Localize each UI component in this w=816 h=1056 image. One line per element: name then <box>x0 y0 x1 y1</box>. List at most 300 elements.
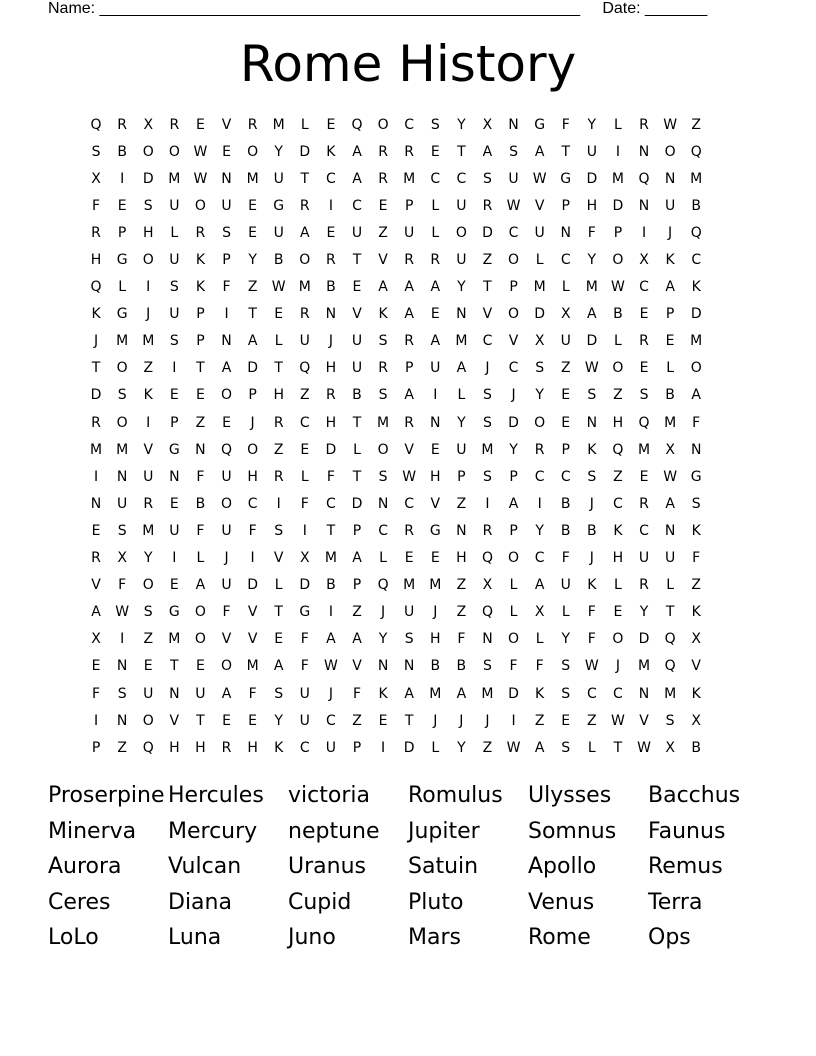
grid-row <box>83 626 709 653</box>
grid-letter: D <box>142 170 154 187</box>
grid-letter: U <box>351 360 363 377</box>
word-list-item: Terra <box>648 889 703 915</box>
grid-letter: U <box>299 333 310 350</box>
grid-letter: H <box>90 252 102 269</box>
grid-letter: N <box>325 306 337 323</box>
grid-letter: A <box>273 658 284 675</box>
grid-letter: Q <box>690 143 702 160</box>
grid-letter: O <box>142 143 154 160</box>
grid-letter: M <box>142 333 155 350</box>
grid-letter: T <box>248 306 257 323</box>
grid-letter: F <box>248 685 257 702</box>
grid-letter: P <box>196 306 205 323</box>
grid-letter: U <box>117 495 128 512</box>
grid-row <box>83 463 709 490</box>
grid-letter: C <box>586 685 597 702</box>
grid-letter: Y <box>639 604 649 621</box>
grid-letter: Z <box>456 604 467 621</box>
grid-letter: I <box>172 360 177 377</box>
grid-letter: V <box>91 577 101 594</box>
grid-letter: A <box>247 333 258 350</box>
grid-letter: A <box>352 170 362 187</box>
grid-letter: O <box>508 631 520 648</box>
grid-letter: A <box>534 577 545 594</box>
grid-letter: O <box>612 252 624 269</box>
grid-letter: S <box>117 685 127 702</box>
grid-letter: Y <box>457 116 466 133</box>
grid-letter: M <box>377 414 390 431</box>
grid-letter: Z <box>587 712 597 729</box>
grid-letter: U <box>273 170 284 187</box>
grid-letter: V <box>352 306 362 323</box>
grid-letter: R <box>639 495 649 512</box>
grid-letter: E <box>274 306 284 323</box>
grid-letter: H <box>273 387 284 404</box>
grid-letter: F <box>222 279 231 296</box>
grid-row <box>83 111 709 138</box>
grid-letter: D <box>586 333 598 350</box>
grid-letter: Y <box>587 252 597 269</box>
grid-letter: W <box>532 170 547 187</box>
grid-letter: K <box>378 306 388 323</box>
grid-letter: Q <box>690 224 702 241</box>
grid-letter: V <box>404 441 414 458</box>
grid-letter: H <box>247 468 258 485</box>
grid-letter: F <box>509 658 518 675</box>
grid-letter: F <box>300 658 309 675</box>
grid-letter: K <box>691 522 701 539</box>
grid-letter: I <box>120 170 125 187</box>
grid-letter: S <box>274 685 284 702</box>
grid-letter: Y <box>457 739 466 756</box>
grid-letter: G <box>429 522 441 539</box>
grid-letter: N <box>456 306 467 323</box>
grid-letter: O <box>612 360 624 377</box>
grid-letter: H <box>456 550 467 567</box>
grid-letter: R <box>534 441 545 458</box>
grid-letter: J <box>433 712 438 729</box>
grid-letter: Q <box>299 360 311 377</box>
grid-letter: O <box>221 387 233 404</box>
grid-letter: L <box>300 116 309 133</box>
grid-letter: X <box>482 577 493 594</box>
grid-row <box>83 572 709 599</box>
grid-letter: R <box>482 197 493 214</box>
grid-row <box>83 355 709 382</box>
grid-letter: R <box>639 333 649 350</box>
grid-letter: Z <box>456 495 467 512</box>
grid-letter: W <box>611 279 625 296</box>
grid-letter: M <box>324 550 337 567</box>
grid-letter: A <box>482 143 493 160</box>
grid-letter: C <box>560 252 571 269</box>
grid-letter: Q <box>638 170 650 187</box>
word-list-item: LoLo <box>48 925 99 950</box>
grid-letter: G <box>116 306 128 323</box>
grid-letter: U <box>299 712 310 729</box>
grid-letter: V <box>143 441 154 458</box>
grid-letter: A <box>326 631 336 648</box>
grid-letter: K <box>691 604 701 621</box>
grid-letter: V <box>247 631 258 648</box>
grid-letter: W <box>506 197 521 214</box>
grid-letter: B <box>352 387 362 404</box>
grid-letter: S <box>509 143 518 160</box>
grid-letter: T <box>352 468 362 485</box>
grid-letter: H <box>325 414 337 431</box>
grid-letter: V <box>534 197 545 214</box>
grid-letter: P <box>352 739 362 756</box>
word-list-item: Bacchus <box>648 783 741 808</box>
grid-letter: X <box>639 252 649 269</box>
grid-letter: T <box>352 252 362 269</box>
grid-letter: G <box>534 116 546 133</box>
word-list-item: Venus <box>528 889 595 915</box>
grid-row <box>83 301 709 328</box>
grid-letter: P <box>117 224 127 241</box>
grid-letter: T <box>91 360 101 377</box>
grid-letter: Z <box>482 739 493 756</box>
grid-letter: A <box>430 333 441 350</box>
grid-letter: E <box>639 360 649 377</box>
grid-letter: T <box>561 143 571 160</box>
grid-letter: F <box>587 604 596 621</box>
grid-letter: K <box>326 143 336 160</box>
grid-letter: Y <box>535 522 544 539</box>
grid-letter: M <box>429 577 442 594</box>
grid-letter: F <box>92 685 101 702</box>
grid-row <box>83 707 709 734</box>
grid-letter: P <box>404 360 414 377</box>
word-list-item: Ulysses <box>528 783 612 808</box>
grid-letter: O <box>664 143 676 160</box>
grid-letter: A <box>300 224 310 241</box>
grid-row <box>83 409 709 436</box>
word-list-item: Mercury <box>168 818 258 844</box>
grid-letter: N <box>508 116 519 133</box>
grid-letter: U <box>169 522 180 539</box>
grid-letter: M <box>585 279 598 296</box>
grid-letter: Z <box>482 252 493 269</box>
grid-letter: O <box>142 252 154 269</box>
grid-letter: I <box>615 143 620 160</box>
grid-letter: U <box>143 685 154 702</box>
grid-letter: W <box>115 604 130 621</box>
word-list-item: Ops <box>648 925 691 950</box>
grid-letter: Q <box>638 414 650 431</box>
grid-letter: S <box>483 468 492 485</box>
grid-letter: X <box>665 739 675 756</box>
grid-row <box>83 653 709 680</box>
grid-letter: A <box>534 739 545 756</box>
name-date-line: Name: ______________________________________________________ Date: _______ <box>48 0 708 17</box>
grid-letter: U <box>430 360 441 377</box>
grid-letter: N <box>195 441 206 458</box>
grid-letter: R <box>91 414 101 431</box>
grid-letter: Y <box>274 712 283 729</box>
grid-letter: H <box>612 414 624 431</box>
grid-letter: O <box>221 658 233 675</box>
grid-letter: E <box>639 468 649 485</box>
grid-letter: O <box>194 631 206 648</box>
grid-letter: S <box>143 604 153 621</box>
grid-letter: T <box>274 360 283 377</box>
grid-letter: S <box>587 468 597 485</box>
grid-letter: W <box>506 739 521 756</box>
word-list-item: Proserpine <box>48 783 165 808</box>
grid-letter: R <box>91 224 101 241</box>
word-list-item: Mars <box>408 925 461 950</box>
grid-letter: C <box>534 468 545 485</box>
grid-letter: U <box>560 577 571 594</box>
grid-letter: Z <box>691 116 701 133</box>
grid-letter: M <box>403 170 416 187</box>
grid-letter: E <box>561 387 571 404</box>
grid-letter: U <box>456 252 467 269</box>
grid-letter: K <box>378 685 388 702</box>
grid-letter: E <box>378 197 388 214</box>
word-list-item: Ceres <box>48 889 111 915</box>
grid-letter: B <box>326 279 336 296</box>
grid-letter: E <box>352 279 362 296</box>
grid-letter: M <box>481 685 494 702</box>
grid-letter: O <box>690 360 702 377</box>
word-list-item: Vulcan <box>168 854 242 879</box>
grid-letter: F <box>587 224 596 241</box>
grid-letter: S <box>639 387 649 404</box>
grid-letter: H <box>430 631 441 648</box>
grid-letter: M <box>142 522 155 539</box>
grid-letter: L <box>431 197 440 214</box>
word-list-item: Jupiter <box>408 818 480 844</box>
grid-letter: Z <box>456 577 467 594</box>
grid-letter: E <box>326 116 336 133</box>
grid-letter: B <box>560 495 571 512</box>
grid-letter: C <box>326 170 336 187</box>
grid-letter: J <box>328 333 333 350</box>
grid-letter: F <box>535 658 544 675</box>
grid-letter: O <box>142 712 154 729</box>
grid-letter: J <box>93 333 99 350</box>
grid-letter: R <box>378 170 388 187</box>
grid-letter: F <box>92 197 101 214</box>
grid-letter: L <box>535 252 544 269</box>
grid-letter: E <box>430 550 440 567</box>
grid-letter: Q <box>377 577 389 594</box>
grid-letter: N <box>221 333 232 350</box>
grid-letter: M <box>298 279 311 296</box>
grid-letter: T <box>457 143 466 160</box>
grid-letter: S <box>483 387 492 404</box>
grid-letter: S <box>117 522 127 539</box>
grid-letter: Z <box>691 577 701 594</box>
grid-letter: E <box>195 116 205 133</box>
grid-letter: A <box>404 685 414 702</box>
grid-letter: Z <box>247 279 258 296</box>
grid-row <box>83 436 709 463</box>
grid-letter: A <box>456 685 467 702</box>
grid-letter: L <box>353 441 361 458</box>
grid-letter: Q <box>481 550 493 567</box>
grid-letter: F <box>118 577 127 594</box>
grid-letter: R <box>117 116 127 133</box>
grid-letter: Q <box>90 279 102 296</box>
grid-letter: A <box>352 143 362 160</box>
grid-letter: R <box>639 577 649 594</box>
grid-letter: S <box>143 197 153 214</box>
grid-letter: P <box>457 468 466 485</box>
grid-letter: B <box>326 577 336 594</box>
grid-letter: I <box>511 712 516 729</box>
grid-letter: K <box>587 577 597 594</box>
grid-letter: S <box>665 712 675 729</box>
grid-letter: R <box>299 306 310 323</box>
grid-letter: C <box>378 522 388 539</box>
word-list-item: Luna <box>168 925 222 950</box>
grid-letter: N <box>664 522 676 539</box>
grid-letter: X <box>117 550 127 567</box>
grid-letter: E <box>561 712 571 729</box>
grid-letter: R <box>404 414 415 431</box>
grid-letter: C <box>534 550 545 567</box>
grid-letter: Z <box>143 360 154 377</box>
grid-letter: J <box>381 604 386 621</box>
grid-letter: O <box>116 360 128 377</box>
grid-letter: L <box>614 116 622 133</box>
grid-letter: R <box>404 252 415 269</box>
grid-letter: U <box>273 224 284 241</box>
grid-letter: V <box>378 252 388 269</box>
grid-letter: D <box>690 306 702 323</box>
grid-letter: V <box>430 495 441 512</box>
grid-letter: L <box>535 631 544 648</box>
grid-letter: L <box>431 739 440 756</box>
grid-letter: W <box>584 658 599 675</box>
grid-letter: F <box>326 468 335 485</box>
grid-letter: O <box>142 577 154 594</box>
grid-letter: C <box>247 495 258 512</box>
grid-letter: Z <box>273 441 284 458</box>
grid-letter: C <box>404 495 415 512</box>
grid-letter: T <box>196 712 205 729</box>
grid-letter: J <box>459 712 464 729</box>
grid-letter: Q <box>142 739 154 756</box>
grid-letter: M <box>246 658 259 675</box>
grid-letter: X <box>143 116 154 133</box>
grid-letter: D <box>351 495 363 512</box>
grid-letter: Y <box>587 116 597 133</box>
word-list-item: Remus <box>648 854 723 879</box>
grid-letter: E <box>613 604 623 621</box>
grid-letter: N <box>638 143 650 160</box>
grid-letter: N <box>403 658 415 675</box>
grid-letter: K <box>274 739 284 756</box>
grid-letter: Q <box>221 441 233 458</box>
grid-letter: N <box>430 414 441 431</box>
grid-letter: S <box>404 631 414 648</box>
grid-letter: Z <box>117 739 127 756</box>
grid-letter: C <box>404 116 415 133</box>
grid-letter: E <box>430 441 440 458</box>
grid-letter: C <box>613 495 623 512</box>
grid-letter: N <box>116 658 128 675</box>
grid-letter: R <box>404 522 415 539</box>
grid-letter: J <box>433 604 438 621</box>
grid-letter: D <box>508 414 519 431</box>
grid-letter: M <box>664 685 677 702</box>
grid-letter: B <box>587 522 597 539</box>
grid-letter: G <box>168 604 180 621</box>
grid-letter: B <box>691 739 701 756</box>
grid-letter: M <box>481 441 494 458</box>
grid-letter: O <box>299 252 311 269</box>
word-list-item: Cupid <box>288 889 352 915</box>
grid-letter: U <box>664 550 676 567</box>
grid-letter: R <box>247 116 258 133</box>
grid-letter: O <box>247 441 259 458</box>
grid-letter: J <box>511 387 516 404</box>
grid-letter: D <box>638 631 650 648</box>
grid-letter: E <box>222 712 231 729</box>
grid-letter: V <box>169 712 180 729</box>
grid-row <box>83 274 709 301</box>
grid-letter: J <box>485 360 490 377</box>
grid-letter: A <box>352 631 362 648</box>
grid-letter: E <box>404 550 414 567</box>
grid-letter: W <box>193 170 208 187</box>
grid-letter: L <box>118 279 127 296</box>
grid-letter: X <box>691 631 701 648</box>
grid-letter: H <box>430 468 441 485</box>
grid-letter: M <box>90 441 103 458</box>
grid-letter: V <box>508 333 519 350</box>
grid-letter: F <box>300 631 309 648</box>
grid-letter: P <box>561 441 570 458</box>
grid-letter: A <box>534 143 545 160</box>
grid-row <box>83 734 709 761</box>
grid-letter: M <box>272 116 285 133</box>
grid-letter: W <box>271 279 286 296</box>
grid-letter: R <box>143 495 154 512</box>
grid-letter: R <box>404 143 415 160</box>
grid-letter: J <box>589 550 594 567</box>
grid-letter: P <box>561 197 570 214</box>
grid-letter: Q <box>612 441 624 458</box>
grid-letter: I <box>146 279 151 296</box>
grid-letter: K <box>587 441 597 458</box>
grid-letter: E <box>639 306 649 323</box>
word-list-item: Uranus <box>288 854 366 879</box>
grid-letter: O <box>194 604 206 621</box>
grid-letter: I <box>93 712 99 729</box>
grid-letter: U <box>534 224 545 241</box>
grid-letter: T <box>613 739 623 756</box>
grid-letter: F <box>561 550 570 567</box>
grid-letter: R <box>169 116 180 133</box>
grid-letter: R <box>273 468 284 485</box>
word-list-item: Apollo <box>528 854 597 879</box>
grid-letter: Y <box>535 387 544 404</box>
grid-letter: E <box>300 441 310 458</box>
grid-letter: F <box>300 495 309 512</box>
grid-letter: Z <box>534 712 545 729</box>
grid-letter: Y <box>248 252 257 269</box>
word-list-item: victoria <box>288 783 370 808</box>
grid-letter: X <box>91 170 101 187</box>
grid-letter: D <box>586 170 598 187</box>
grid-letter: Q <box>664 631 676 648</box>
grid-letter: E <box>665 333 675 350</box>
